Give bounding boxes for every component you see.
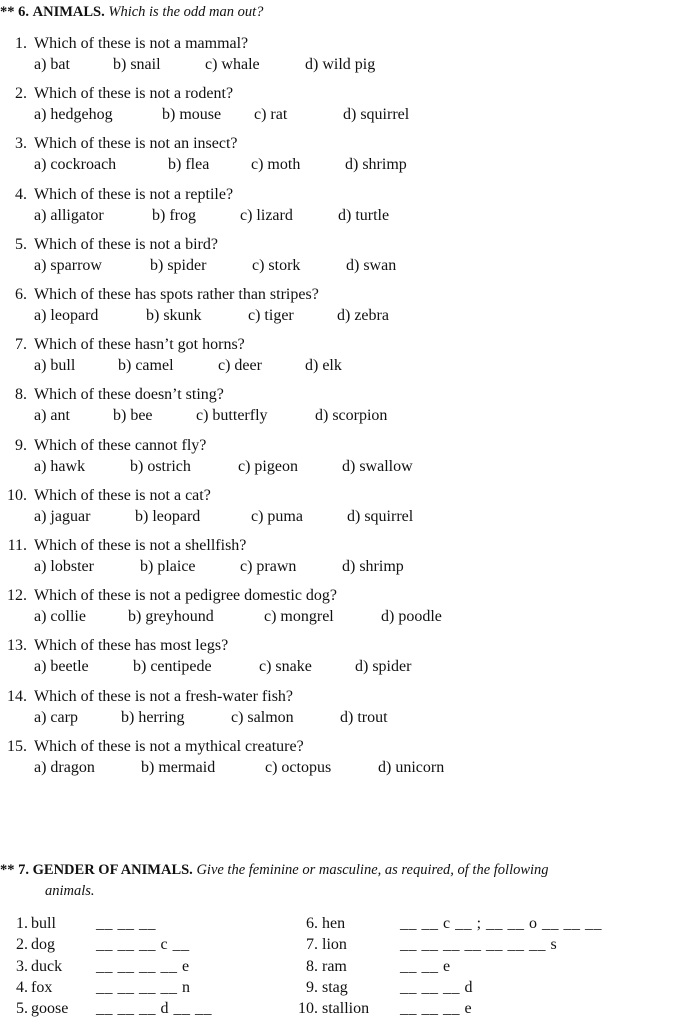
answer-option: c) lizard [240, 206, 293, 224]
answer-blank: __ __ __ d __ __ [96, 1000, 212, 1018]
answer-option: a) lobster [34, 558, 94, 575]
answer-options [0, 54, 700, 75]
question-line [0, 686, 700, 707]
answer-option: d) spider [355, 658, 412, 676]
answer-option: c) deer [218, 357, 262, 375]
animal-word: ram [322, 957, 347, 975]
answer-option: d) zebra [337, 307, 389, 324]
answer-option: a) hawk [34, 457, 86, 475]
question-item [0, 33, 700, 75]
question-item [0, 184, 700, 226]
answer-option: b) frog [152, 206, 196, 224]
answer-blank: __ __ __ c __ [96, 936, 190, 954]
item-number: 9. [306, 978, 318, 996]
question-item [0, 435, 700, 477]
answer-option: a) sparrow [34, 256, 102, 274]
answer-option: d) shrimp [342, 558, 404, 575]
question-item [0, 133, 700, 175]
section-heading: ANIMALS. [32, 4, 105, 20]
answer-options [0, 757, 700, 778]
answer-blank: __ __ __ e [400, 1000, 473, 1018]
question-text: Which of these doesn’t sting? [34, 386, 224, 404]
answer-option: d) trout [340, 708, 388, 726]
answer-blank: __ __ c __ ; __ __ o __ __ __ [400, 915, 603, 932]
question-item [0, 736, 700, 778]
question-text: Which of these is not a cat? [34, 486, 211, 504]
answer-option: d) shrimp [345, 156, 407, 174]
answer-option: c) puma [251, 507, 303, 525]
answer-option: a) cockroach [34, 156, 117, 174]
gender-item [0, 934, 700, 955]
difficulty-stars: ** [0, 862, 15, 878]
answer-option: a) beetle [34, 658, 89, 676]
answer-option: a) bull [34, 357, 76, 375]
question-text: Which of these is not a reptile? [34, 185, 234, 203]
question-item [0, 635, 700, 677]
answer-blank: __ __ __ __ n [96, 978, 191, 996]
item-number: 4. [16, 978, 28, 996]
question-text: Which of these has most legs? [34, 637, 229, 655]
question-number: 3. [15, 135, 27, 153]
section-instruction-continued: animals. [45, 883, 95, 899]
answer-options [0, 405, 700, 426]
question-number: 10. [7, 486, 27, 504]
item-number: 3. [16, 957, 28, 975]
item-number: 5. [16, 1000, 28, 1018]
answer-blank: __ __ __ [96, 915, 156, 932]
answer-option: b) leopard [135, 507, 201, 525]
animal-word: stallion [322, 1000, 370, 1018]
question-item [0, 485, 700, 527]
answer-options [0, 556, 700, 577]
answer-option: b) mermaid [141, 758, 216, 776]
answer-blank: __ __ e [400, 957, 451, 975]
question-text: Which of these is not a mammal? [34, 35, 249, 52]
answer-option: b) mouse [162, 106, 222, 124]
question-text: Which of these is not a bird? [34, 235, 218, 253]
answer-option: b) plaice [140, 558, 196, 575]
question-line [0, 133, 700, 154]
question-item [0, 284, 700, 326]
animal-word: lion [322, 936, 347, 954]
answer-options [0, 506, 700, 527]
animal-word: hen [322, 915, 346, 932]
question-line [0, 334, 700, 355]
answer-option: c) stork [252, 256, 301, 274]
answer-option: a) leopard [34, 307, 99, 324]
answer-options [0, 456, 700, 477]
answer-option: a) alligator [34, 206, 104, 224]
question-text: Which of these is not a pedigree domestic dog? [34, 587, 338, 605]
question-number: 14. [7, 687, 27, 705]
question-text: Which of these is not an insect? [34, 135, 238, 153]
question-number: 11. [7, 537, 27, 554]
question-number: 13. [7, 637, 27, 655]
question-line [0, 585, 700, 606]
answer-option: c) whale [205, 56, 260, 73]
answer-option: d) turtle [338, 206, 390, 224]
question-item [0, 83, 700, 125]
answer-option: a) ant [34, 407, 70, 425]
question-line [0, 234, 700, 255]
animal-word: dog [31, 936, 55, 954]
answer-option: a) dragon [34, 758, 95, 776]
question-item [0, 234, 700, 276]
section-instruction: Give the feminine or masculine, as required, of the following [196, 862, 549, 878]
question-number: 6. [15, 286, 27, 303]
answer-options [0, 355, 700, 376]
question-line [0, 33, 700, 54]
question-text: Which of these is not a shellfish? [34, 537, 247, 554]
item-number: 2. [16, 936, 28, 954]
question-line [0, 184, 700, 205]
answer-option: b) flea [168, 156, 210, 174]
answer-option: b) bee [113, 407, 153, 425]
question-number: 7. [15, 336, 27, 354]
animal-word: bull [31, 915, 56, 932]
answer-option: c) mongrel [264, 608, 334, 626]
question-number: 2. [15, 85, 27, 103]
question-item [0, 585, 700, 627]
gender-item [0, 913, 700, 934]
answer-options [0, 255, 700, 276]
answer-options [0, 606, 700, 627]
answer-options [0, 154, 700, 175]
question-number: 12. [7, 587, 27, 605]
answer-option: d) squirrel [343, 106, 410, 124]
question-item [0, 535, 700, 577]
answer-option: c) octopus [265, 758, 332, 776]
difficulty-stars: ** [0, 4, 15, 20]
animal-word: stag [322, 978, 348, 996]
gender-item [0, 998, 700, 1019]
question-text: Which of these cannot fly? [34, 436, 207, 454]
question-item [0, 686, 700, 728]
gender-item [0, 956, 700, 977]
answer-option: d) squirrel [347, 507, 414, 525]
answer-option: c) pigeon [238, 457, 298, 475]
question-text: Which of these is not a rodent? [34, 85, 234, 103]
answer-option: a) collie [34, 608, 86, 626]
answer-option: a) carp [34, 708, 78, 726]
question-line [0, 635, 700, 656]
answer-blank: __ __ __ __ e [96, 957, 190, 975]
answer-option: c) salmon [231, 708, 294, 726]
answer-option: c) tiger [248, 307, 294, 324]
answer-option: c) moth [251, 156, 301, 174]
item-number: 6. [306, 915, 318, 932]
answer-option: c) butterfly [196, 407, 268, 425]
question-text: Which of these is not a mythical creature? [34, 737, 304, 755]
section-heading: GENDER OF ANIMALS. [32, 862, 193, 878]
question-line [0, 83, 700, 104]
answer-option: c) rat [254, 106, 288, 124]
item-number: 1. [16, 915, 28, 932]
question-number: 5. [15, 235, 27, 253]
answer-options [0, 205, 700, 226]
answer-option: c) prawn [240, 558, 297, 575]
answer-option: a) bat [34, 56, 70, 73]
question-line [0, 435, 700, 456]
question-line [0, 384, 700, 405]
section-number: 7. [18, 862, 29, 878]
answer-option: b) centipede [133, 658, 212, 676]
answer-option: d) unicorn [378, 758, 445, 776]
answer-options [0, 305, 700, 326]
section-6-header [0, 2, 263, 23]
answer-options [0, 707, 700, 728]
animal-word: duck [31, 957, 63, 975]
answer-blank: __ __ __ d [400, 978, 473, 996]
answer-options [0, 104, 700, 125]
answer-option: a) jaguar [34, 507, 91, 525]
section-number: 6. [18, 4, 29, 20]
item-number: 8. [306, 957, 318, 975]
answer-option: b) greyhound [128, 608, 214, 626]
answer-blank: __ __ __ __ __ __ __ s [400, 936, 558, 954]
answer-option: c) snake [259, 658, 312, 676]
answer-options [0, 656, 700, 677]
question-number: 15. [7, 737, 27, 755]
item-number: 10. [298, 1000, 318, 1018]
question-item [0, 384, 700, 426]
answer-option: b) camel [118, 357, 174, 375]
answer-option: b) spider [150, 256, 207, 274]
gender-item [0, 977, 700, 998]
answer-option: b) ostrich [130, 457, 191, 475]
question-line [0, 284, 700, 305]
question-text: Which of these is not a fresh-water fish? [34, 687, 294, 705]
question-line [0, 535, 700, 556]
question-number: 9. [15, 436, 27, 454]
answer-option: d) swallow [342, 457, 413, 475]
answer-option: b) herring [121, 708, 185, 726]
question-text: Which of these hasn’t got horns? [34, 336, 245, 354]
question-number: 1. [15, 35, 27, 52]
animal-word: fox [31, 978, 53, 996]
answer-option: b) snail [113, 56, 161, 73]
question-text: Which of these has spots rather than stripes? [34, 286, 319, 303]
section-7-header [0, 860, 700, 902]
item-number: 7. [306, 936, 318, 954]
question-line [0, 736, 700, 757]
answer-option: d) swan [346, 256, 397, 274]
question-line [0, 485, 700, 506]
answer-option: d) scorpion [315, 407, 388, 425]
answer-option: d) poodle [381, 608, 442, 626]
animal-word: goose [31, 1000, 69, 1018]
question-number: 4. [15, 185, 27, 203]
answer-option: b) skunk [146, 307, 202, 324]
answer-option: a) hedgehog [34, 106, 113, 124]
section-instruction: Which is the odd man out? [108, 4, 264, 20]
question-item [0, 334, 700, 376]
question-number: 8. [15, 386, 27, 404]
answer-option: d) wild pig [305, 56, 376, 73]
answer-option: d) elk [305, 357, 342, 375]
